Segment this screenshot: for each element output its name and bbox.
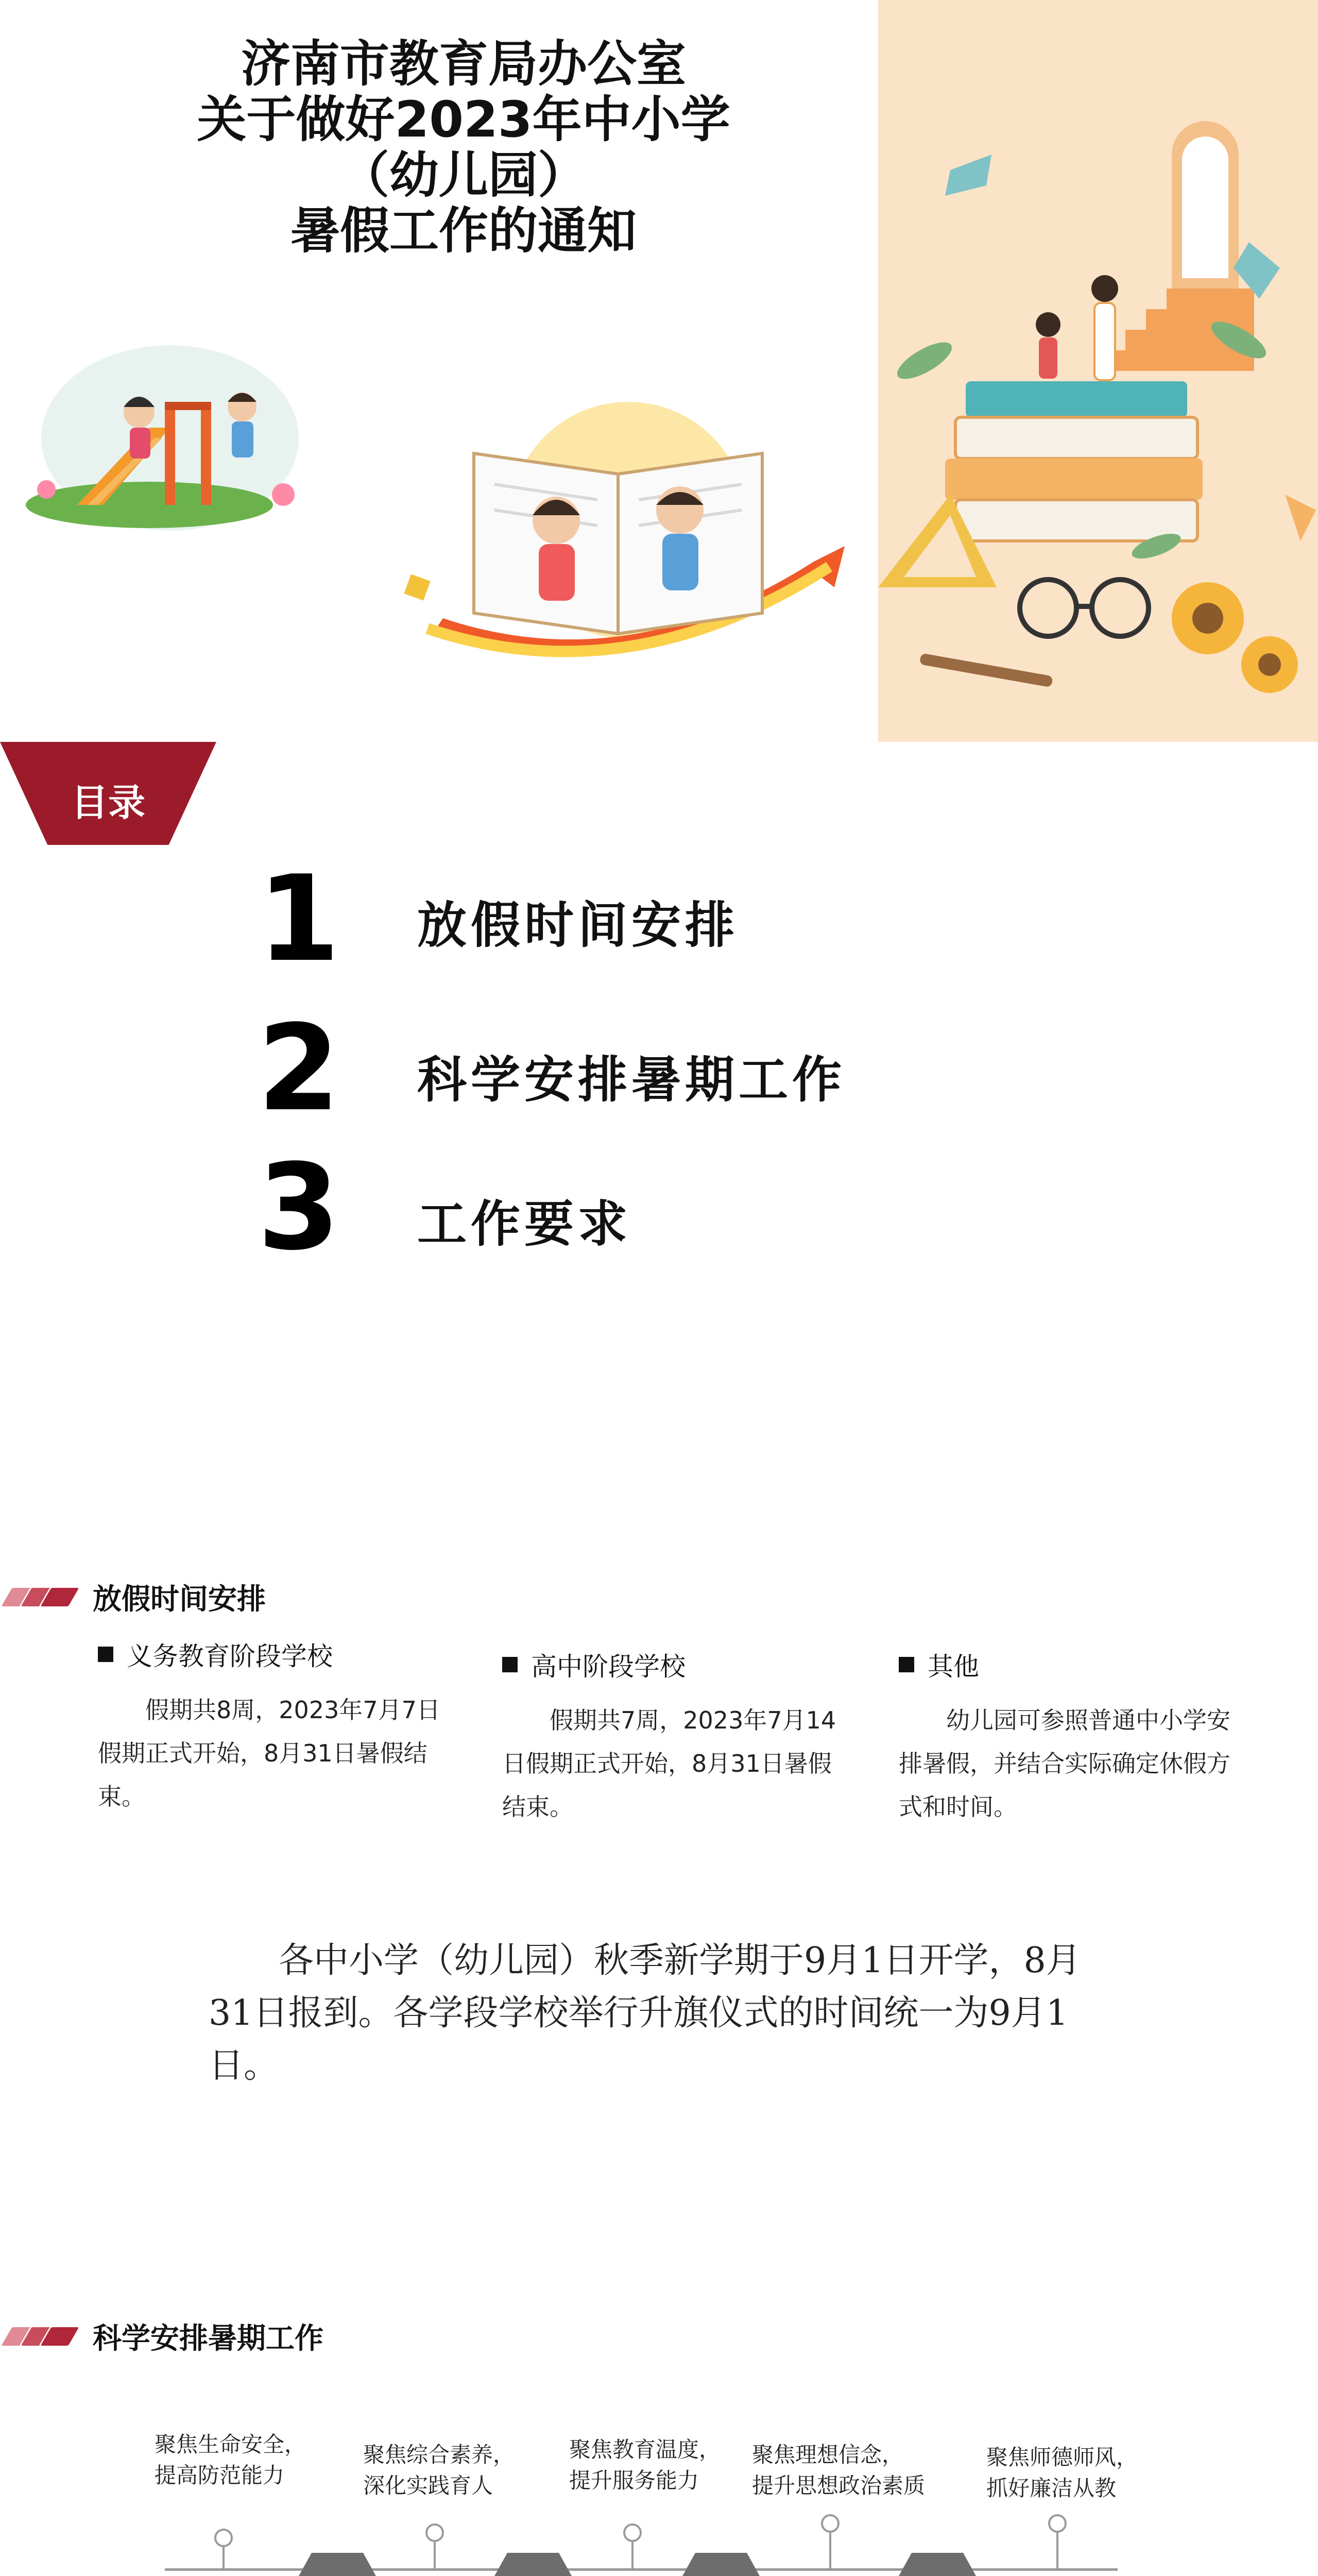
column-body: 幼儿园可参照普通中小学安排暑假，并结合实际确定休假方式和时间。	[899, 1706, 1230, 1821]
toc-number-1: 1	[257, 851, 340, 988]
title-line-4: 暑假工作的通知	[290, 202, 637, 260]
section-marker-icon	[5, 1586, 64, 1608]
section1-header	[5, 1579, 266, 1615]
hex-standards	[886, 2553, 989, 2576]
column-heading: 其他	[899, 1646, 1234, 1683]
page-title	[77, 36, 850, 259]
caption-literacy: 聚焦综合素养， 深化实践育人	[363, 2442, 515, 2498]
column-highschool	[502, 1646, 842, 1828]
column-compulsory	[98, 1636, 448, 1818]
toc-tab-label: 目录	[71, 781, 145, 824]
title-line-3: （幼儿园）	[340, 146, 587, 204]
bullet-square-icon	[502, 1657, 518, 1672]
bullet-square-icon	[899, 1657, 914, 1672]
hex-home-school	[482, 2553, 585, 2576]
timeline-pin-stem	[829, 2533, 831, 2569]
title-line-1: 济南市教育局办公室	[241, 35, 686, 93]
toc-number-3: 3	[257, 1139, 340, 1277]
timeline-pin	[425, 2523, 444, 2542]
title-line-2: 关于做好2023年中小学	[197, 91, 730, 148]
column-heading: 高中阶段学校	[502, 1646, 842, 1683]
toc-number-2: 2	[257, 1000, 340, 1138]
timeline-pin-stem	[434, 2542, 436, 2569]
playground-illustration	[15, 335, 314, 541]
caption-safety: 聚焦生命安全， 提高防范能力	[155, 2432, 306, 2488]
bullet-square-icon	[98, 1647, 113, 1662]
hex-health	[670, 2553, 773, 2576]
school-start-note: 各中小学（幼儿园）秋季新学期于9月1日开学，8月31日报到。各学段学校举行升旗仪式的时间统一为9月1日。	[209, 1940, 1081, 2086]
section-marker-icon	[5, 2326, 64, 2347]
header-illustration-panel	[878, 0, 1318, 742]
toc-item-1-label[interactable]: 放假时间安排	[417, 896, 739, 954]
timeline-pin	[623, 2523, 642, 2542]
section1-title: 放假时间安排	[93, 1583, 266, 1616]
timeline-pin-stem	[1056, 2533, 1058, 2569]
column-body: 假期共8周，2023年7月7日假期正式开始，8月31日暑假结束。	[98, 1696, 440, 1810]
section2-title: 科学安排暑期工作	[93, 2322, 323, 2355]
toc-item-2-label[interactable]: 科学安排暑期工作	[417, 1051, 846, 1109]
column-body: 假期共7周，2023年7月14日假期正式开始，8月31日暑假结束。	[502, 1706, 836, 1821]
column-other	[899, 1646, 1234, 1828]
column-heading: 义务教育阶段学校	[98, 1636, 448, 1673]
reading-children-illustration	[391, 392, 865, 690]
timeline-pin	[214, 2529, 233, 2547]
caption-ideology: 聚焦理想信念， 提升思想政治素质	[752, 2442, 926, 2498]
caption-service: 聚焦教育温度， 提升服务能力	[569, 2437, 721, 2493]
timeline-pin-stem	[631, 2542, 634, 2569]
timeline-pin-stem	[222, 2547, 225, 2569]
section2-header	[5, 2318, 323, 2354]
toc-item-3-label[interactable]: 工作要求	[417, 1195, 631, 1253]
timeline-pin	[821, 2514, 840, 2533]
timeline-pin	[1048, 2514, 1067, 2533]
caption-integrity: 聚焦师德师风， 抓好廉洁从教	[986, 2445, 1138, 2501]
hex-double-reduction	[286, 2553, 389, 2576]
